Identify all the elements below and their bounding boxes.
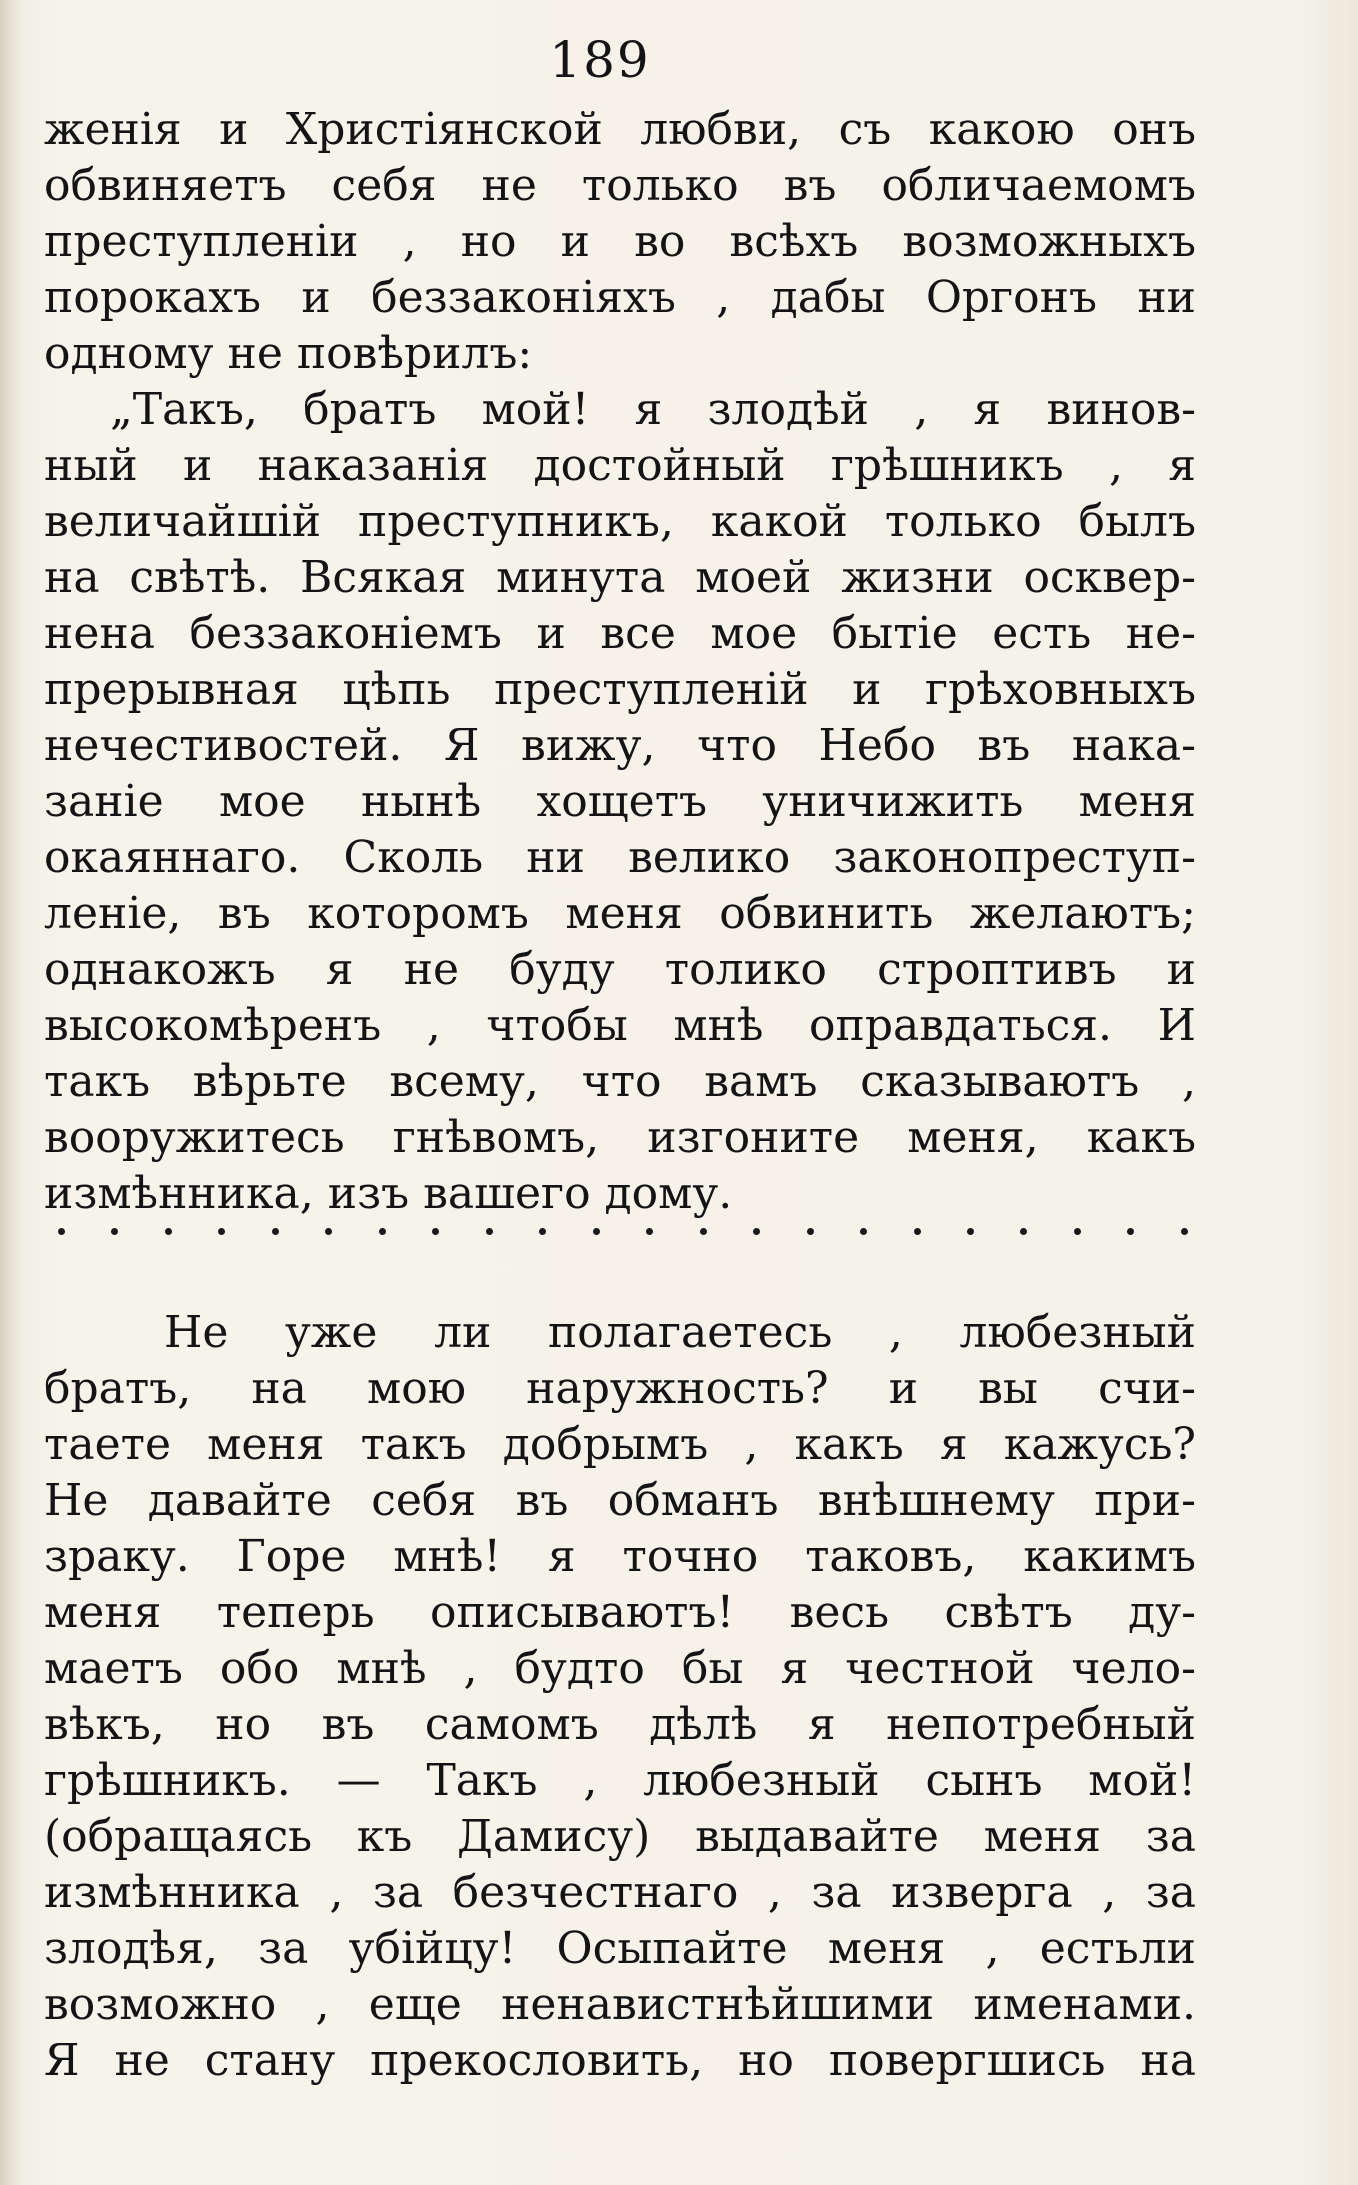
text-line: величайшій преступникъ, какой только былъ — [44, 496, 1196, 547]
separator-dot — [700, 1228, 707, 1235]
text-line: порокахъ и беззаконіяхъ , дабы Оргонъ ни — [44, 272, 1196, 323]
speech-paragraph — [44, 1305, 1196, 2089]
text-line: Я не стану прекословить, но повергшись на — [44, 2035, 1196, 2086]
text-line: маетъ обо мнѣ , будто бы я честной чело- — [44, 1643, 1196, 1694]
text-line: высокомѣренъ , чтобы мнѣ оправдаться. И — [44, 1000, 1196, 1051]
text-line: злодѣя, за убійцу! Осыпайте меня , естьли — [44, 1923, 1196, 1974]
separator-dot — [486, 1228, 493, 1235]
text-line: (обращаясь къ Дамису) выдавайте меня за — [44, 1811, 1196, 1862]
separator-dot — [58, 1228, 65, 1235]
text-line: такъ вѣрьте всему, что вамъ сказываютъ , — [44, 1056, 1196, 1107]
text-line: „Такъ, братъ мой! я злодѣй , я винов- — [110, 384, 1196, 435]
separator-dot — [111, 1228, 118, 1235]
separator-dot — [646, 1228, 653, 1235]
separator-dot — [325, 1228, 332, 1235]
text-line: вооружитесь гнѣвомъ, изгоните меня, какъ — [44, 1112, 1196, 1163]
quoted-speech-paragraph — [44, 382, 1196, 1222]
paragraph-continued — [44, 102, 1196, 382]
separator-dot — [593, 1228, 600, 1235]
separator-dot — [860, 1228, 867, 1235]
separator-dot — [1074, 1228, 1081, 1235]
text-line: леніе, въ которомъ меня обвинить желаютъ; — [44, 888, 1196, 939]
text-line: на свѣтѣ. Всякая минута моей жизни осквер- — [44, 552, 1196, 603]
text-line: заніе мое нынѣ хощетъ уничижить меня — [44, 776, 1196, 827]
separator-dot — [272, 1228, 279, 1235]
separator-dot — [1181, 1228, 1188, 1235]
separator-dot — [1020, 1228, 1027, 1235]
page-number: 189 — [549, 31, 651, 89]
text-line: зраку. Горе мнѣ! я точно таковъ, какимъ — [44, 1531, 1196, 1582]
text-line: однакожъ я не буду толико строптивъ и — [44, 944, 1196, 995]
text-line: вѣкъ, но въ самомъ дѣлѣ я непотребный — [44, 1699, 1196, 1750]
separator-dot — [914, 1228, 921, 1235]
text-line: обвиняетъ себя не только въ обличаемомъ — [44, 160, 1196, 211]
separator-dot — [753, 1228, 760, 1235]
text-line: окаяннаго. Сколь ни велико законопреступ- — [44, 832, 1196, 883]
ellipsis-separator — [58, 1228, 1188, 1235]
text-line: нена беззаконіемъ и все мое бытіе есть не- — [44, 608, 1196, 659]
text-line: Не давайте себя въ обманъ внѣшнему при- — [44, 1475, 1196, 1526]
text-line: прерывная цѣпь преступленій и грѣховныхъ — [44, 664, 1196, 715]
text-line: преступленіи , но и во всѣхъ возможныхъ — [44, 216, 1196, 267]
text-line: таете меня такъ добрымъ , какъ я кажусь? — [44, 1419, 1196, 1470]
separator-dot — [432, 1228, 439, 1235]
text-line: Не уже ли полагаетесь , любезный — [164, 1307, 1196, 1358]
lower-text-block — [44, 1305, 1196, 2089]
separator-dot — [967, 1228, 974, 1235]
text-line: возможно , еще ненавистнѣйшими именами. — [44, 1979, 1196, 2030]
text-line: измѣнника, изъ вашего дому. — [44, 1168, 733, 1219]
text-line: одному не повѣрилъ: — [44, 328, 533, 379]
page-gutter-shadow — [0, 0, 22, 2185]
upper-text-block — [44, 102, 1196, 1222]
separator-dot — [218, 1228, 225, 1235]
text-line: меня теперь описываютъ! весь свѣтъ ду- — [44, 1587, 1196, 1638]
separator-dot — [379, 1228, 386, 1235]
separator-dot — [1127, 1228, 1134, 1235]
text-line: измѣнника , за безчестнаго , за изверга , за — [44, 1867, 1196, 1918]
text-line: грѣшникъ. — Такъ , любезный сынъ мой! — [44, 1755, 1196, 1806]
text-line: ный и наказанія достойный грѣшникъ , я — [44, 440, 1196, 491]
text-line: братъ, на мою наружность? и вы счи- — [44, 1363, 1196, 1414]
separator-dot — [807, 1228, 814, 1235]
separator-dot — [165, 1228, 172, 1235]
text-line: женія и Христіянской любви, съ какою онъ — [44, 104, 1196, 155]
text-line: нечестивостей. Я вижу, что Небо въ нака- — [44, 720, 1196, 771]
separator-dot — [539, 1228, 546, 1235]
